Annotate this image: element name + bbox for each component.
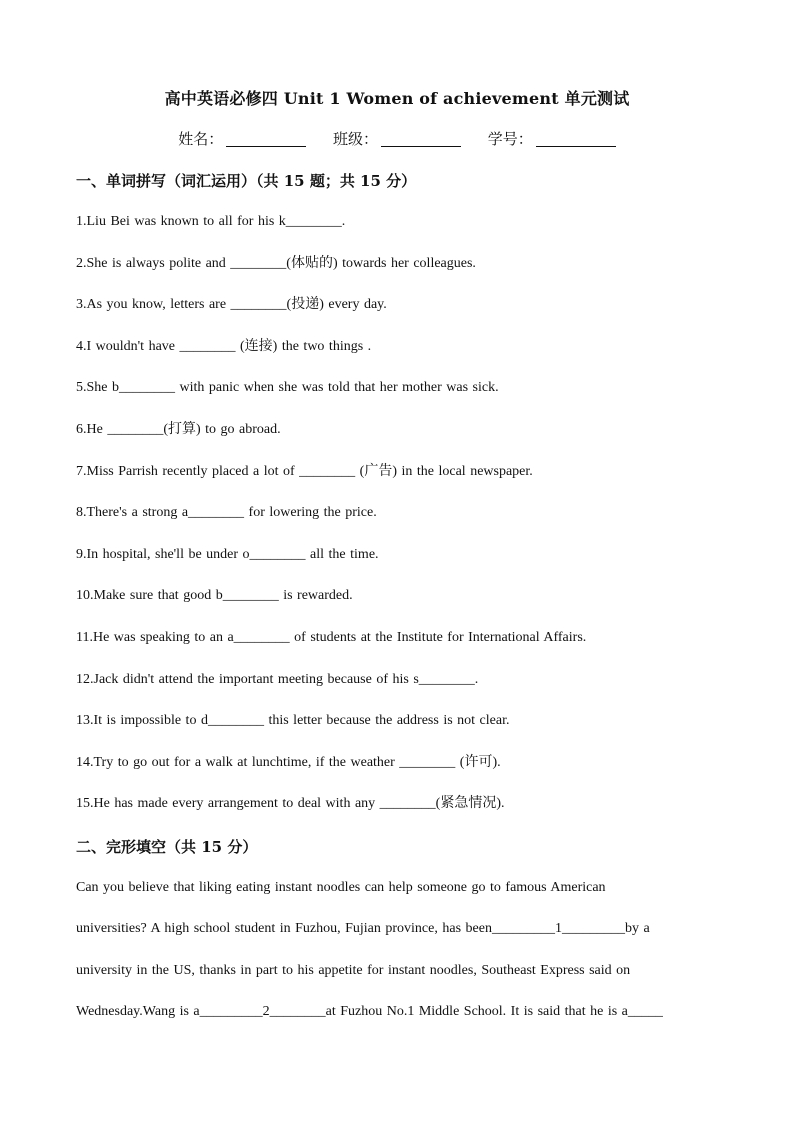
class-label: 班级： (332, 130, 378, 148)
passage-line: universities? A high school student in Fuzhou, Fujian province, has been_________1_________by a (76, 921, 650, 936)
question-item: 10.Make sure that good b________ is rewarded. (76, 588, 353, 603)
section-heading-spelling: 一、单词拼写（词汇运用）（共 15 题；共 15 分） (76, 172, 417, 190)
question-item: 3.As you know, letters are ________(投递) every day. (76, 297, 387, 312)
question-item: 13.It is impossible to d________ this letter because the address is not clear. (76, 713, 510, 728)
passage-line: university in the US, thanks in part to his appetite for instant noodles, Southeast Express said on (76, 963, 631, 978)
question-item: 2.She is always polite and ________(体贴的) towards her colleagues. (76, 256, 476, 271)
student-id-field[interactable] (488, 128, 616, 149)
passage-line: Wednesday.Wang is a_________2________at Fuzhou No.1 Middle School. It is said that he is a_____ (76, 1004, 663, 1019)
student-id-label: 学号： (487, 130, 533, 148)
question-item: 4.I wouldn't have ________ (连接) the two things . (76, 339, 372, 354)
class-field[interactable] (333, 128, 461, 149)
question-item: 11.He was speaking to an a________ of students at the Institute for International Affairs. (76, 630, 587, 645)
question-item: 8.There's a strong a________ for lowering the price. (76, 505, 377, 520)
student-id-blank[interactable] (536, 132, 616, 147)
question-item: 15.He has made every arrangement to deal with any ________(紧急情况). (76, 796, 505, 811)
question-item: 14.Try to go out for a walk at lunchtime, if the weather ________ (许可). (76, 755, 501, 770)
question-item: 1.Liu Bei was known to all for his k________. (76, 214, 346, 229)
passage-line: Can you believe that liking eating instant noodles can help someone go to famous American (76, 880, 606, 895)
name-label: 姓名： (178, 130, 224, 148)
page-title: 高中英语必修四 Unit 1 Women of achievement 单元测试 (164, 89, 630, 108)
student-info-row (0, 128, 794, 149)
question-item: 12.Jack didn't attend the important meeting because of his s________. (76, 672, 479, 687)
name-blank[interactable] (226, 132, 306, 147)
class-blank[interactable] (381, 132, 461, 147)
question-item: 6.He ________(打算) to go abroad. (76, 422, 281, 437)
question-item: 9.In hospital, she'll be under o________ all the time. (76, 547, 379, 562)
question-item: 5.She b________ with panic when she was told that her mother was sick. (76, 380, 499, 395)
section-heading-cloze: 二、完形填空（共 15 分） (76, 838, 258, 856)
name-field[interactable] (178, 128, 306, 149)
question-item: 7.Miss Parrish recently placed a lot of ________ (广告) in the local newspaper. (76, 464, 533, 479)
